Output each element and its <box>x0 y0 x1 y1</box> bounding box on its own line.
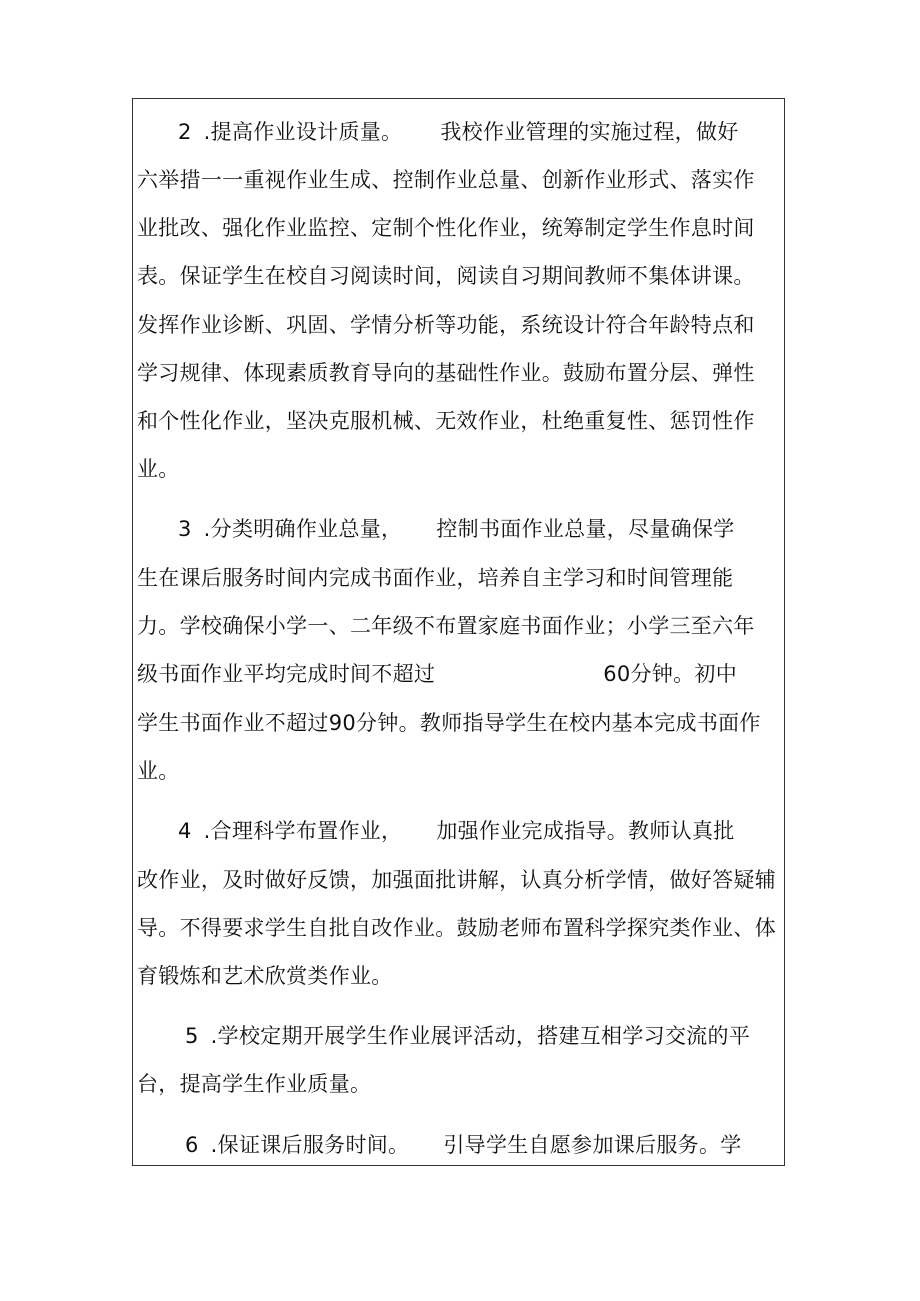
text-segment: .分类明确作业总量， <box>203 517 403 541</box>
paragraph-2-line-4: 表。保证学生在校自习阅读时间，阅读自习期间教师不集体讲课。 <box>137 264 755 288</box>
paragraph-3-line-6: 业。 <box>137 759 180 783</box>
paragraph-4-line-4: 育锻炼和艺术欣赏类作业。 <box>137 964 393 988</box>
paragraph-4-line-2: 改作业，及时做好反馈，加强面批讲解，认真分析学情，做好答疑辅 <box>137 868 776 892</box>
item-number: 6 <box>185 1133 199 1157</box>
paragraph-3-line-4 <box>137 660 737 690</box>
paragraph-4-line-1 <box>178 817 735 847</box>
text-segment: 加强作业完成指导。教师认真批 <box>436 819 735 843</box>
text-segment: 引导学生自愿参加课后服务。学 <box>443 1133 742 1157</box>
paragraph-2-line-6: 学习规律、体现素质教育导向的基础性作业。鼓励布置分层、弹性 <box>137 361 755 385</box>
text-segment: 60分钟。初中 <box>603 662 738 686</box>
text-segment: .学校定期开展学生作业展评活动，搭建互相学习交流的平 <box>210 1024 751 1048</box>
text-segment: 级书面作业平均完成时间不超过 <box>137 662 436 686</box>
paragraph-2-line-8: 业。 <box>137 457 180 481</box>
paragraph-3-line-2: 生在课后服务时间内完成书面作业，培养自主学习和时间管理能 <box>137 566 734 590</box>
text-segment: .合理科学布置作业， <box>203 819 403 843</box>
paragraph-3-line-1 <box>178 515 735 545</box>
paragraph-2-line-7: 和个性化作业，坚决克服机械、无效作业，杜绝重复性、惩罚性作 <box>137 409 755 433</box>
paragraph-3-line-3: 力。学校确保小学一、二年级不布置家庭书面作业；小学三至六年 <box>137 614 755 638</box>
paragraph-4-line-3: 导。不得要求学生自批自改作业。鼓励老师布置科学探究类作业、体 <box>137 916 776 940</box>
paragraph-2-line-1 <box>178 118 739 148</box>
paragraph-2-line-2: 六举措一一重视作业生成、控制作业总量、创新作业形式、落实作 <box>137 168 755 192</box>
text-segment: 我校作业管理的实施过程，做好 <box>440 120 739 144</box>
paragraph-6-line-1 <box>185 1131 742 1161</box>
text-segment: .提高作业设计质量。 <box>203 120 403 144</box>
paragraph-2-line-5: 发挥作业诊断、巩固、学情分析等功能，系统设计符合年龄特点和 <box>137 313 755 337</box>
item-number: 2 <box>178 120 192 144</box>
text-segment: .保证课后服务时间。 <box>210 1133 410 1157</box>
item-number: 4 <box>178 819 192 843</box>
paragraph-5-line-1 <box>185 1022 750 1052</box>
paragraph-2-line-3: 业批改、强化作业监控、定制个性化作业，统筹制定学生作息时间 <box>137 216 755 240</box>
text-segment: 控制书面作业总量，尽量确保学 <box>436 517 735 541</box>
paragraph-3-line-5: 学生书面作业不超过90分钟。教师指导学生在校内基本完成书面作 <box>137 711 761 735</box>
item-number: 3 <box>178 517 192 541</box>
paragraph-5-line-2: 台，提高学生作业质量。 <box>137 1072 372 1096</box>
item-number: 5 <box>185 1024 199 1048</box>
